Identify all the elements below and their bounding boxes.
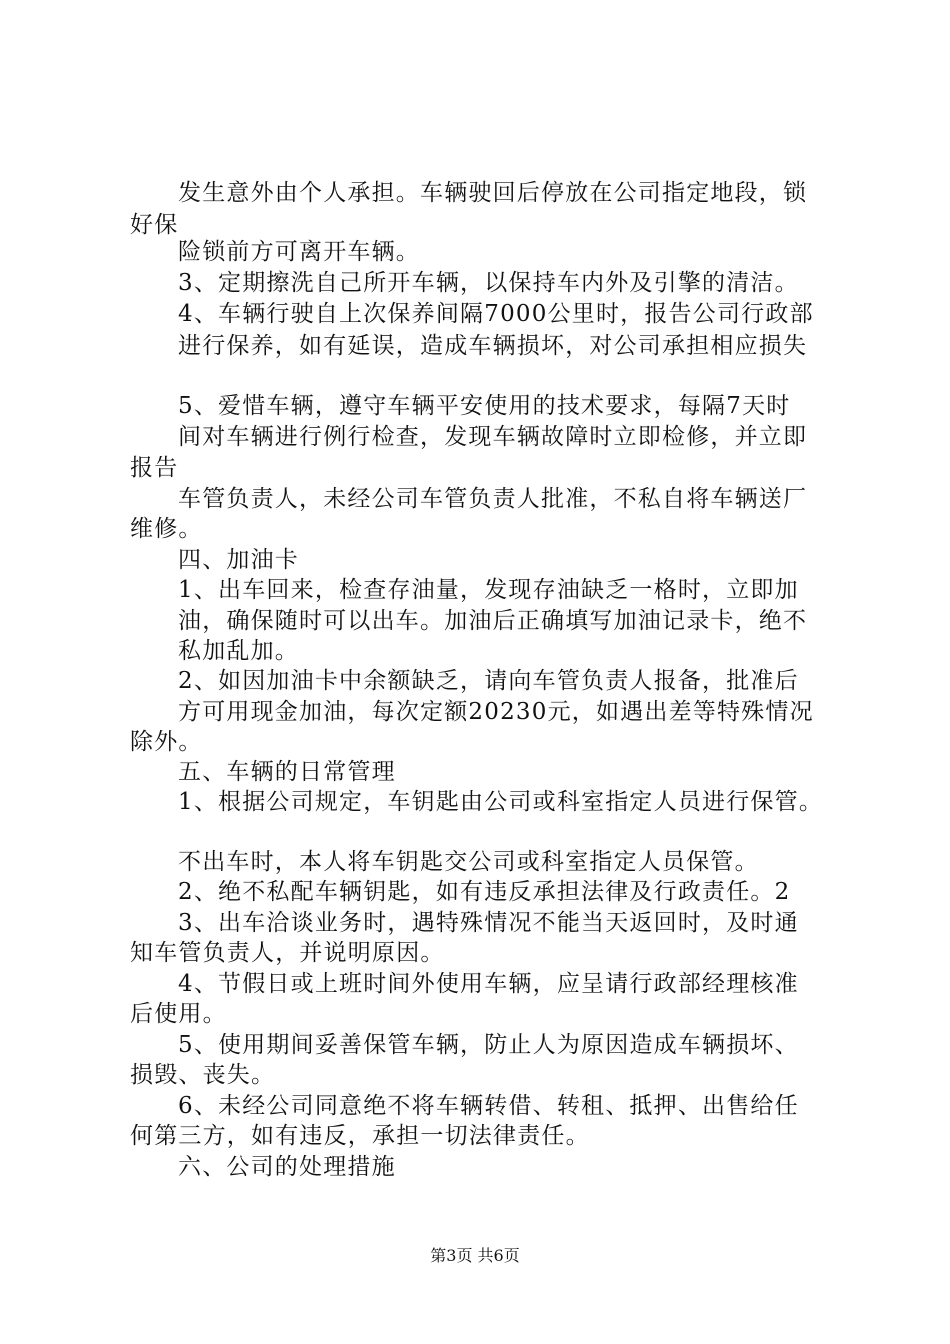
- text-line: 3、出车洽谈业务时，遇特殊情况不能当天返回时，及时通: [178, 910, 799, 936]
- text-line: 1、出车回来，检查存油量，发现存油缺乏一格时，立即加: [178, 577, 799, 603]
- section-heading: 六、公司的处理措施: [178, 1154, 396, 1180]
- section-heading: 四、加油卡: [178, 547, 299, 573]
- section-heading: 五、车辆的日常管理: [178, 759, 396, 785]
- text-line: 好保: [130, 212, 179, 238]
- page-footer: 第3页 共6页: [430, 1246, 520, 1265]
- text-line: 不出车时，本人将车钥匙交公司或科室指定人员保管。: [178, 849, 759, 875]
- text-line: 何第三方，如有违反，承担一切法律责任。: [130, 1123, 590, 1149]
- text-line: 1、根据公司规定，车钥匙由公司或科室指定人员进行保管。: [178, 789, 824, 815]
- text-line: 知车管负责人，并说明原因。: [130, 940, 445, 966]
- text-line: 5、使用期间妥善保管车辆，防止人为原因造成车辆损坏、: [178, 1032, 799, 1058]
- text-line: 发生意外由个人承担。车辆驶回后停放在公司指定地段，锁: [178, 180, 808, 206]
- text-line: 私加乱加。: [178, 638, 299, 664]
- text-line: 3、定期擦洗自己所开车辆，以保持车内外及引擎的清洁。: [178, 270, 799, 296]
- text-line: 损毁、丧失。: [130, 1062, 276, 1088]
- text-line: 险锁前方可离开车辆。: [178, 239, 420, 265]
- text-line: 6、未经公司同意绝不将车辆转借、转租、抵押、出售给任: [178, 1093, 799, 1119]
- text-line: 车管负责人，未经公司车管负责人批准，不私自将车辆送厂: [178, 486, 808, 512]
- text-line: 维修。: [130, 516, 203, 542]
- text-line: 除外。: [130, 729, 203, 755]
- text-line: 5、爱惜车辆，遵守车辆平安使用的技术要求，每隔7天时: [178, 393, 791, 419]
- text-line: 报告: [130, 455, 179, 481]
- text-line: 油，确保随时可以出车。加油后正确填写加油记录卡，绝不: [178, 608, 808, 634]
- text-line: 方可用现金加油，每次定额20230元，如遇出差等特殊情况: [178, 699, 814, 725]
- text-line: 4、车辆行驶自上次保养间隔7000公里时，报告公司行政部: [178, 301, 814, 327]
- text-line: 2、如因加油卡中余额缺乏，请向车管负责人报备，批准后: [178, 668, 799, 694]
- text-line: 进行保养，如有延误，造成车辆损坏，对公司承担相应损失: [178, 333, 808, 359]
- text-line: 4、节假日或上班时间外使用车辆，应呈请行政部经理核准: [178, 971, 799, 997]
- text-line: 2、绝不私配车辆钥匙，如有违反承担法律及行政责任。2: [178, 879, 791, 905]
- text-line: 后使用。: [130, 1001, 227, 1027]
- text-line: 间对车辆进行例行检查，发现车辆故障时立即检修，并立即: [178, 424, 808, 450]
